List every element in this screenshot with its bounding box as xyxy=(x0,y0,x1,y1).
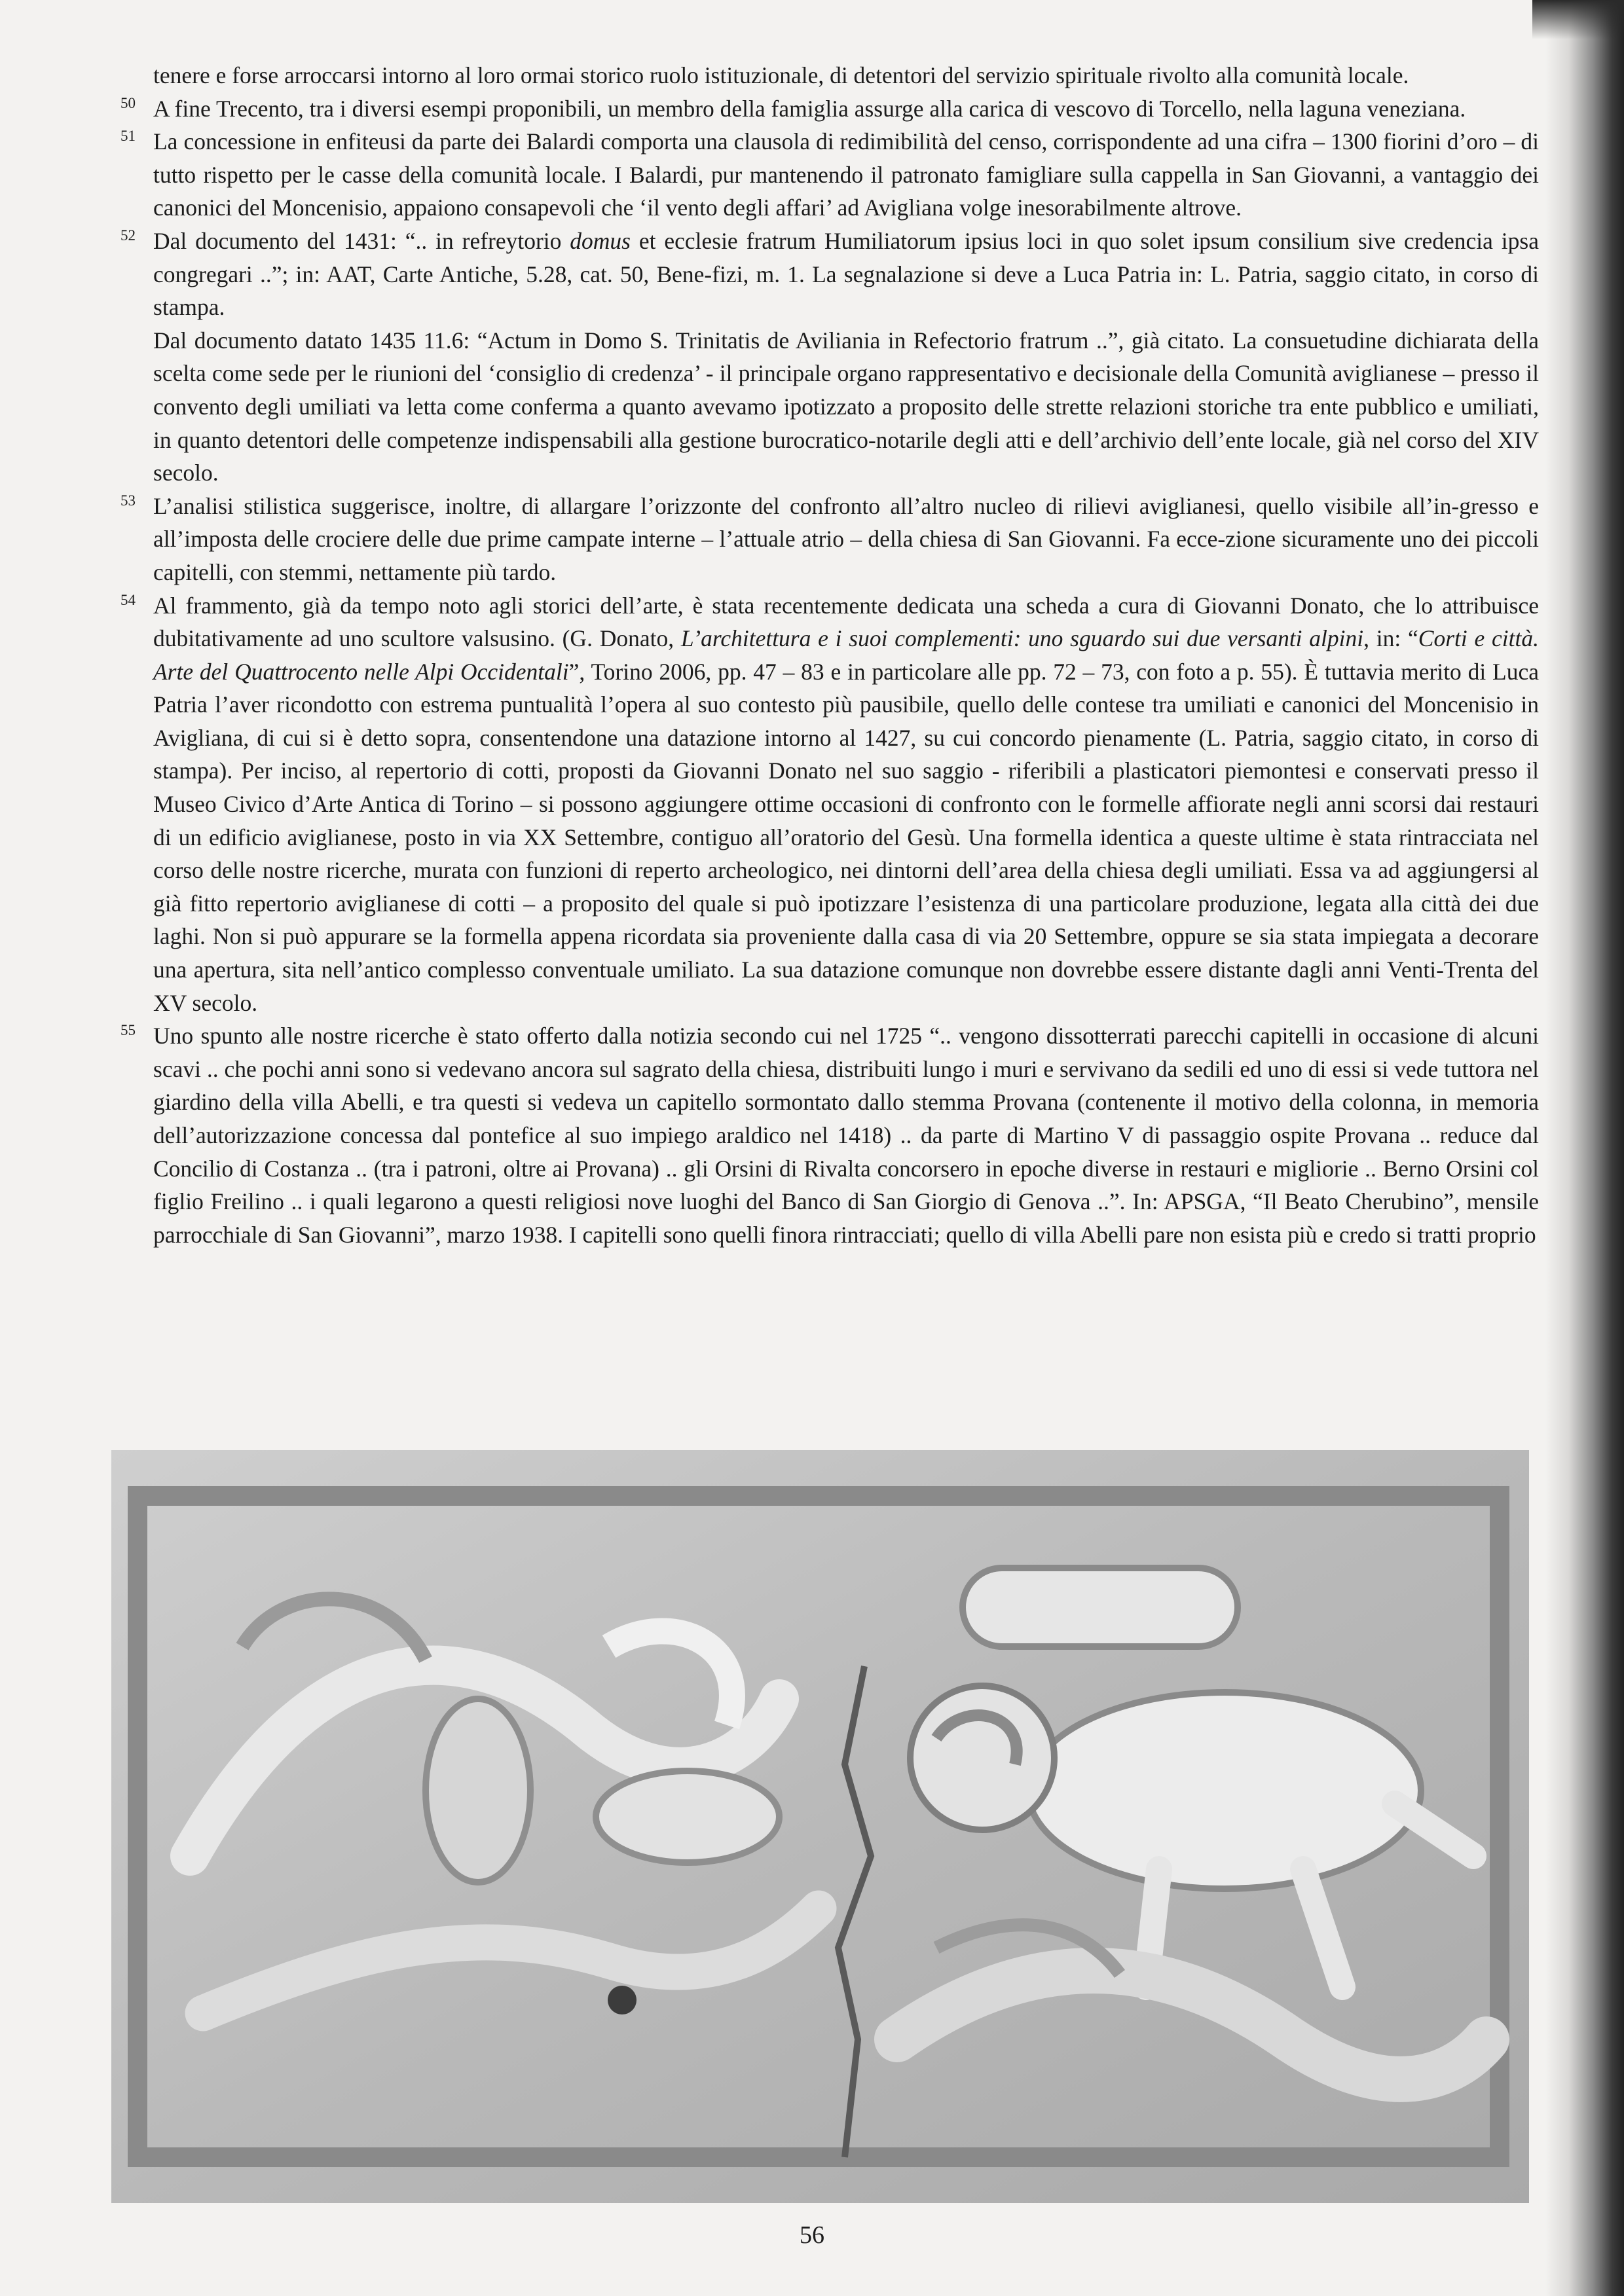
footnote-52 xyxy=(120,225,1539,490)
footnote-paragraph xyxy=(153,225,1539,324)
page-number: 56 xyxy=(800,2221,824,2249)
footnote-53 xyxy=(120,490,1539,589)
page-gutter-shadow xyxy=(1545,0,1624,2296)
footnote-paragraph: Dal documento datato 1435 11.6: “Actum in Domo S. Trinitatis de Aviliania in Refectorio fratrum ..”, già citato. La consuetudine dichiarata della scelta come sede per le riunioni del ‘consiglio di credenza’ - il principale organo rappresentativo e decisionale della Comunità aviglianese – presso il convento degli umiliati va letta come conferma a quanto avevamo ipotizzato a proposito delle strette relazioni storiche tra ente pubblico e umiliati, in quanto detentori delle competenze indispensabili alla gestione burocratico-notarile degli atti e dell’archivio dell’ente locale, già nel corso del XIV secolo. xyxy=(153,327,1539,486)
footnote-number: 53 xyxy=(120,492,136,509)
footnote-text: Uno spunto alle nostre ricerche è stato offerto dalla notizia secondo cui nel 1725 “.. vengono dissotterrati parecchi capitelli in occasione di alcuni scavi .. che pochi anni sono si vedevano ancora sul sagrato della chiesa, distribuiti lungo i muri e servivano da sedili ed uno di essi si vede tuttora nel giardino della villa Abelli, e tra questi si vedeva un capitello sormontato dallo stemma Provana (contenente il motivo della colonna, in memoria dell’autorizzazione concessa dal pontefice al suo impiego araldico nel 1418) .. da parte di Martino V di passaggio ospite Provana .. reduce dal Concilio di Costanza .. (tra i patroni, oltre ai Provana) .. gli Orsini di Rivalta concorsero in epoche diverse in restauri e migliorie .. Berno Orsini col figlio Freilino .. i quali legarono a questi religiosi nove luoghi del Banco di San Giorgio di Genova ..”. In: APSGA, “Il Beato Cherubino”, mensile parrocchiale di San Giovanni”, marzo 1938. I capitelli sono quelli finora rintracciati; quello di villa Abelli pare non esista più e credo si tratti proprio xyxy=(153,1023,1539,1248)
footnote-text: Al frammento, già da tempo noto agli storici dell’arte, è stata recentemente dedicata una scheda a cura di Giovanni Donato, che lo attribuisce dubitativamente ad uno scultore valsusino. (G. Donato, xyxy=(153,592,1539,652)
footnote-italic: Corti e città. Arte del Quattrocento nelle Alpi Occidentali xyxy=(153,625,1539,685)
relief-illustration xyxy=(111,1450,1529,2203)
footnote-text: L’analisi stilistica suggerisce, inoltre, di allargare l’orizzonte del confronto all’altro nucleo di rilievi aviglianesi, quello visibile all’in-gresso e all’imposta delle crociere delle due prime campate interne – l’attuale atrio – della chiesa di San Giovanni. Fa ecce-zione sicuramente uno dei piccoli capitelli, con stemmi, nettamente più tardo. xyxy=(153,492,1539,585)
footnote-number: 51 xyxy=(120,128,136,145)
footnote-number: 52 xyxy=(120,227,136,244)
footnote-number: 50 xyxy=(120,94,136,111)
footnote-text: et ecclesie fratrum Humiliatorum ipsius loci in quo solet ipsum consilium sive credencia ipsa congregari ..”; in: AAT, Carte Antiche, 5.28, cat. 50, Bene-fizi, m. 1. La segnalazione si deve a Luca Patria in: L. Patria, saggio citato, in corso di stampa. xyxy=(153,227,1539,321)
footnote-italic: L’architettura e i suoi complementi: uno sguardo sui due versanti alpini xyxy=(680,625,1364,652)
footnote-text: Dal documento del 1431: “.. in refreytorio xyxy=(153,227,570,254)
footnote-54 xyxy=(120,589,1539,1020)
footnote-number: 54 xyxy=(120,591,136,608)
footnote-text: , in: “ xyxy=(1363,625,1418,652)
footnote-text: A fine Trecento, tra i diversi esempi proponibili, un membro della famiglia assurge alla carica di vescovo di Torcello, nella laguna veneziana. xyxy=(153,95,1466,122)
footnote-text: La concessione in enfiteusi da parte dei Balardi comporta una clausola di redimibilità del censo, corrispondente ad una cifra – 1300 fiorini d’oro – di tutto rispetto per le casse della comunità locale. I Balardi, pur mantenendo il patronato famigliare sulla cappella in San Giovanni, a vantaggio dei canonici del Moncenisio, appaiono consapevoli che ‘il vento degli affari’ ad Avigliana volge inesorabilmente altrove. xyxy=(153,128,1539,221)
footnote-number: 55 xyxy=(120,1022,136,1039)
footnote-50 xyxy=(120,92,1539,126)
footnote-text: ”, Torino 2006, pp. 47 – 83 e in particolare alle pp. 72 – 73, con foto a p. 55). È tuttavia merito di Luca Patria l’aver ricondotto con estrema puntualità l’opera al suo contesto più pausibile, quello delle contese tra umiliati e canonici del Moncenisio in Avigliana, di cui si è detto sopra, consentendone una datazione intorno al 1427, su cui concordo pienamente (L. Patria, saggio citato, in corso di stampa). Per inciso, al repertorio di cotti, proposti da Giovanni Donato nel suo saggio - riferibili a plasticatori piemontesi e conservati presso il Museo Civico d’Arte Antica di Torino – si possono aggiungere ottime occasioni di confronto con le formelle affiorate negli anni scorsi dai restauri di un edificio aviglianese, posto in via XX Settembre, contiguo all’oratorio del Gesù. Una formella identica a queste ultime è stata rintracciata nel corso delle nostre ricerche, murata con funzioni di reperto archeologico, nei dintorni dell’area della chiesa degli umiliati. Essa va ad aggiungersi al già fitto repertorio aviglianese di cotti – a proposito del quale si può ipotizzare l’esistenza di una particolare produzione, legata alla città dei due laghi. Non si può appurare se la formella appena ricordata sia proveniente dalla casa di via 20 Settembre, oppure se sia stata impiegata a decorare una apertura, sita nell’antico complesso conventuale umiliato. La sua datazione comunque non dovrebbe essere distante dagli anni Venti-Trenta del XV secolo. xyxy=(153,658,1539,1016)
footnote-continuation: tenere e forse arroccarsi intorno al loro ormai storico ruolo istituzionale, di detentori del servizio spirituale rivolto alla comunità locale. xyxy=(153,62,1409,88)
footnote-italic: domus xyxy=(570,227,631,254)
footnote-55 xyxy=(120,1019,1539,1251)
page-corner-shadow xyxy=(1532,0,1624,39)
footnote-51 xyxy=(120,125,1539,225)
relief-photo xyxy=(111,1450,1529,2203)
footnotes xyxy=(120,59,1539,1251)
